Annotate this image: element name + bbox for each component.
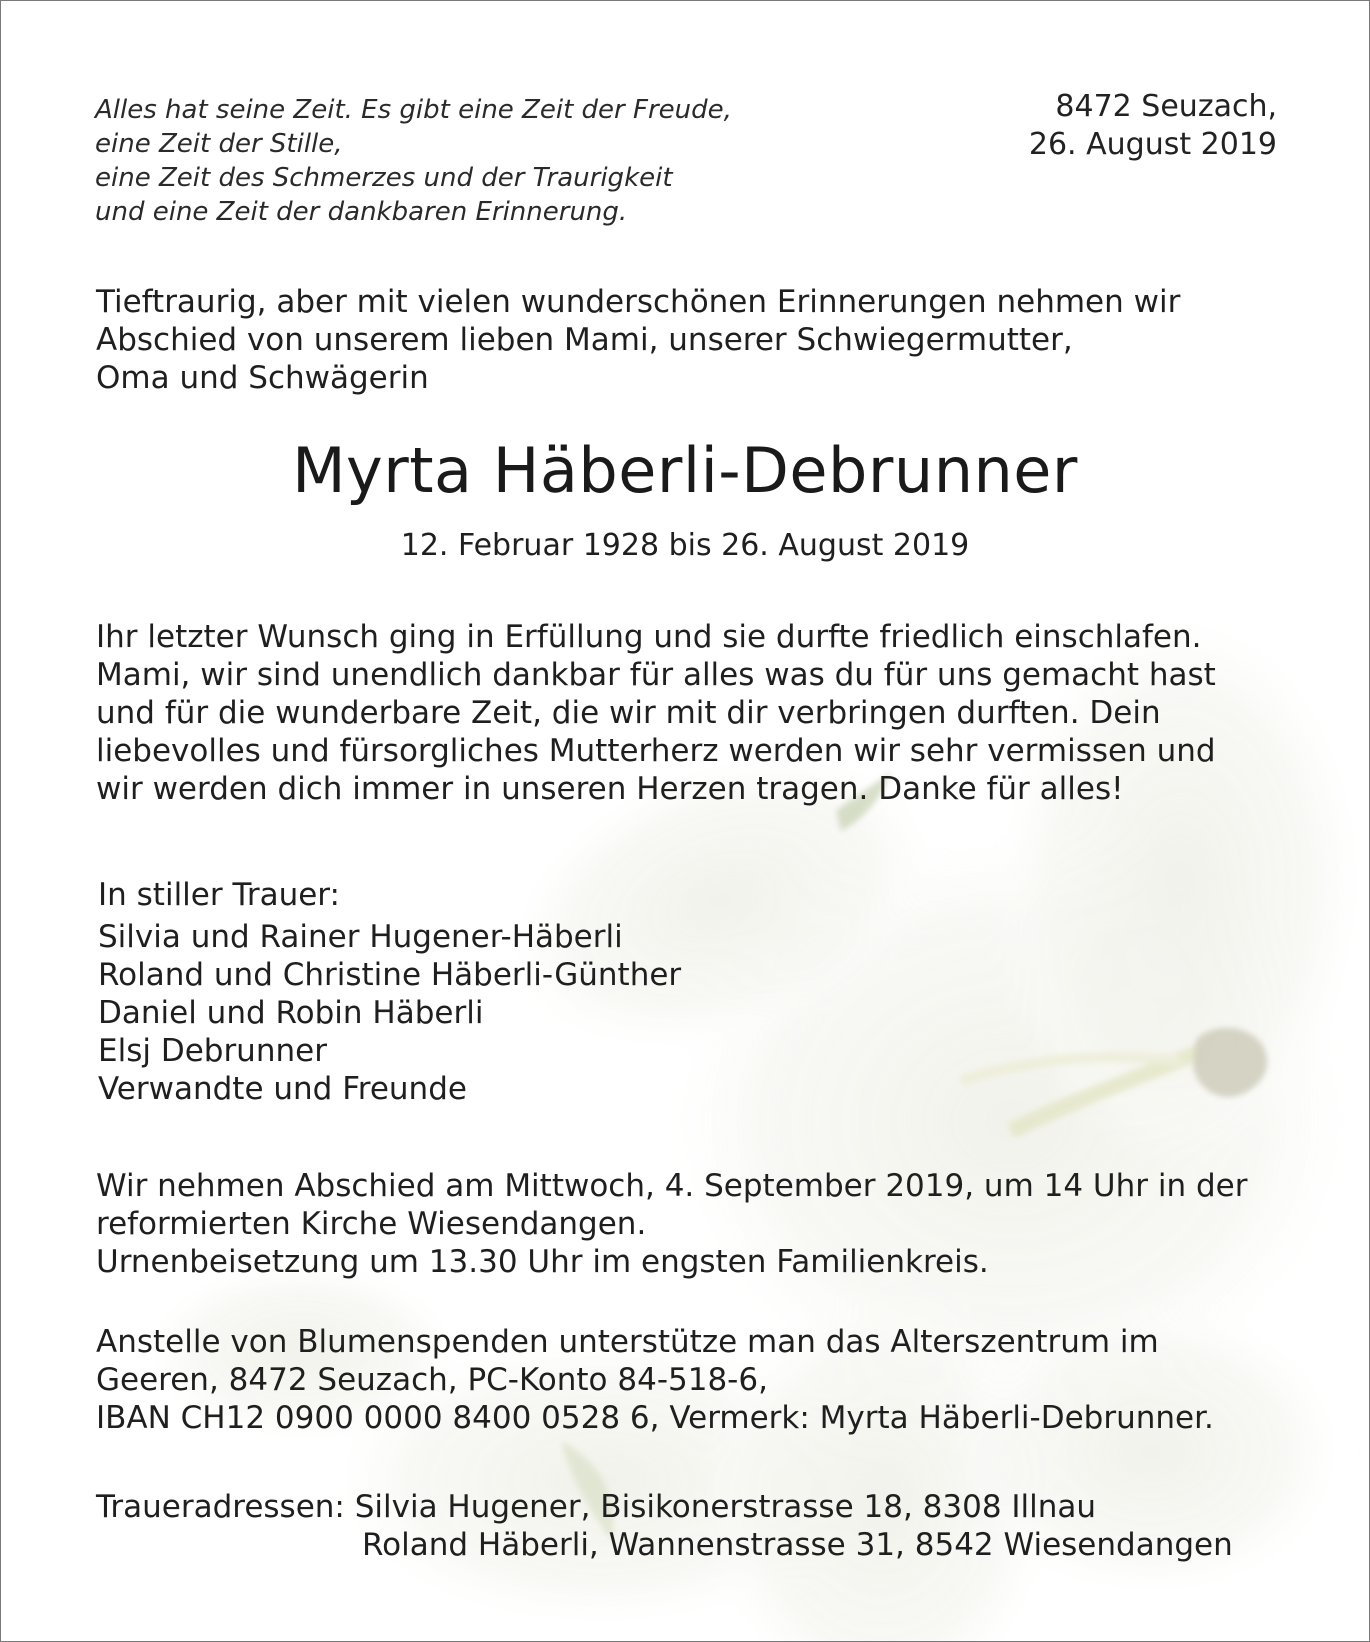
donation-line: IBAN CH12 0900 0000 8400 0528 6, Vermerk: Myrta Häberli-Debrunner. (96, 1400, 1214, 1436)
notice-content (1, 1, 1369, 1641)
mourning-addresses (96, 1488, 1233, 1564)
intro-line: Oma und Schwägerin (96, 360, 429, 396)
mourner: Verwandte und Freunde (98, 1071, 467, 1107)
notice-date: 26. August 2019 (1028, 127, 1277, 162)
mourner: Elsj Debrunner (98, 1033, 327, 1069)
quote-line: Alles hat seine Zeit. Es gibt eine Zeit der Freude, (95, 95, 732, 125)
service-line: Urnenbeisetzung um 13.30 Uhr im engsten Familienkreis. (96, 1244, 989, 1280)
donation-info (96, 1323, 1214, 1437)
message-line: Mami, wir sind unendlich dankbar für alles was du für uns gemacht hast (96, 657, 1216, 693)
intro-paragraph (96, 283, 1180, 397)
quote-line: eine Zeit der Stille, (95, 129, 343, 159)
donation-line: Anstelle von Blumenspenden unterstütze man das Alterszentrum im (96, 1324, 1159, 1360)
mourners-list (98, 918, 681, 1108)
mourning-label: In stiller Trauer: (98, 877, 340, 913)
life-dates: 12. Februar 1928 bis 26. August 2019 (400, 528, 970, 563)
donation-line: Geeren, 8472 Seuzach, PC-Konto 84-518-6, (96, 1362, 768, 1398)
mourner: Silvia und Rainer Hugener-Häberli (98, 919, 623, 955)
message-line: liebevolles und fürsorgliches Mutterherz werden wir sehr vermissen und (96, 733, 1216, 769)
farewell-message (96, 618, 1216, 808)
mourner: Daniel und Robin Häberli (98, 995, 484, 1031)
intro-line: Abschied von unserem lieben Mami, unserer Schwiegermutter, (96, 322, 1073, 358)
mourner: Roland und Christine Häberli-Günther (98, 957, 682, 993)
place-and-date (1029, 88, 1277, 164)
intro-line: Tieftraurig, aber mit vielen wunderschönen Erinnerungen nehmen wir (96, 284, 1181, 320)
message-line: Ihr letzter Wunsch ging in Erfüllung und sie durfte friedlich einschlafen. (96, 619, 1202, 655)
message-line: wir werden dich immer in unseren Herzen tragen. Danke für alles! (96, 771, 1124, 807)
quote-line: und eine Zeit der dankbaren Erinnerung. (95, 197, 628, 227)
address-line: Roland Häberli, Wannenstrasse 31, 8542 Wiesendangen (362, 1527, 1233, 1563)
message-line: und für die wunderbare Zeit, die wir mit dir verbringen durften. Dein (96, 695, 1161, 731)
service-line: reformierten Kirche Wiesendangen. (96, 1206, 647, 1242)
address-line: Traueradressen: Silvia Hugener, Bisikonerstrasse 18, 8308 Illnau (96, 1489, 1097, 1525)
service-info (96, 1167, 1247, 1281)
opening-quote (95, 93, 732, 229)
deceased-name: Myrta Häberli-Debrunner (292, 434, 1078, 507)
service-line: Wir nehmen Abschied am Mittwoch, 4. September 2019, um 14 Uhr in der (96, 1168, 1248, 1204)
quote-line: eine Zeit des Schmerzes und der Traurigkeit (95, 163, 673, 193)
place: 8472 Seuzach, (1055, 89, 1277, 124)
